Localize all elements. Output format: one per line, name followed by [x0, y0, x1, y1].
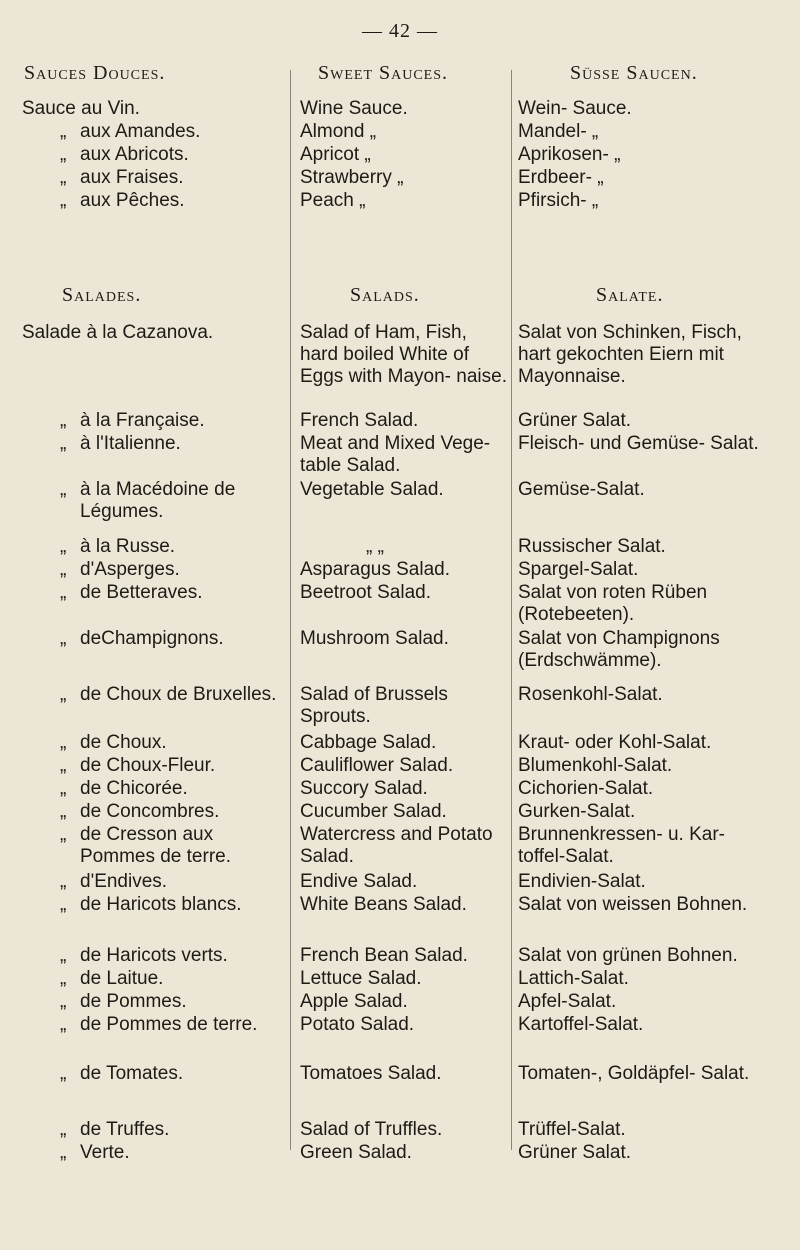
salad-french: de Concombres.: [80, 801, 220, 822]
ditto-mark: „: [60, 1119, 67, 1140]
salad-german: Cichorien-Salat.: [518, 778, 654, 799]
salad-german: Russischer Salat.: [518, 536, 666, 557]
salad-english: Beetroot Salad.: [300, 582, 431, 603]
salad-german: Salat von Schinken, Fisch, hart gekochten Eiern mit Mayonnaise.: [518, 322, 742, 387]
salad-english: Vegetable Salad.: [300, 479, 444, 500]
salad-english: Cauliflower Salad.: [300, 755, 454, 776]
ditto-mark: „: [60, 121, 67, 142]
salad-french: d'Asperges.: [80, 559, 180, 580]
sauce-english: Almond „: [300, 121, 377, 142]
ditto-mark: „: [60, 778, 67, 799]
salad-german: Apfel-Salat.: [518, 991, 617, 1012]
ditto-mark: „: [60, 755, 67, 776]
ditto-mark: „: [60, 190, 67, 211]
salad-french: à la Macédoine de Légumes.: [80, 479, 236, 522]
salad-german: Gurken-Salat.: [518, 801, 636, 822]
salad-german: Salat von grünen Bohnen.: [518, 945, 738, 966]
ditto-mark: „: [60, 410, 67, 431]
ditto-mark: „: [60, 433, 67, 454]
sauce-french: Sauce au Vin.: [22, 98, 140, 119]
salad-german: Kartoffel-Salat.: [518, 1014, 644, 1035]
salad-french: de Laitue.: [80, 968, 164, 989]
salad-french: de Haricots verts.: [80, 945, 228, 966]
salad-french: d'Endives.: [80, 871, 168, 892]
ditto-mark: „: [60, 732, 67, 753]
ditto-mark: „: [60, 144, 67, 165]
ditto-mark: „: [60, 684, 67, 705]
sauce-english: Wine Sauce.: [300, 98, 408, 119]
salad-english: Endive Salad.: [300, 871, 418, 892]
ditto-mark: „: [60, 1063, 67, 1084]
salad-german: Brunnenkressen- u. Kar- toffel-Salat.: [518, 824, 725, 867]
salad-english: Tomatoes Salad.: [300, 1063, 442, 1084]
salad-german: Salat von weissen Bohnen.: [518, 894, 748, 915]
page-number: — 42 —: [362, 20, 438, 42]
salad-english: Green Salad.: [300, 1142, 412, 1163]
salad-french: de Truffes.: [80, 1119, 170, 1140]
salad-french: de Betteraves.: [80, 582, 203, 603]
salad-english: Meat and Mixed Vege- table Salad.: [300, 433, 491, 476]
column-divider-right: [511, 70, 512, 1150]
ditto-mark: „: [60, 824, 67, 845]
salad-english: Mushroom Salad.: [300, 628, 449, 649]
salad-german: Kraut- oder Kohl-Salat.: [518, 732, 712, 753]
ditto-mark: „: [60, 945, 67, 966]
salad-english: Lettuce Salad.: [300, 968, 422, 989]
salad-german: Fleisch- und Gemüse- Salat.: [518, 433, 759, 454]
ditto-mark: „: [60, 167, 67, 188]
salad-english: French Salad.: [300, 410, 419, 431]
sauce-german: Wein- Sauce.: [518, 98, 632, 119]
ditto-mark: „: [60, 801, 67, 822]
ditto-mark: „: [60, 991, 67, 1012]
heading-sauces-german: Süsse Saucen.: [570, 62, 698, 84]
salad-english: Salad of Ham, Fish, hard boiled White of Eggs with Mayon- naise.: [300, 322, 507, 387]
salad-english: Asparagus Salad.: [300, 559, 450, 580]
ditto-mark: „: [60, 559, 67, 580]
salad-german: Blumenkohl-Salat.: [518, 755, 673, 776]
salad-french: à la Russe.: [80, 536, 176, 557]
salad-german: Salat von Champignons (Erdschwämme).: [518, 628, 720, 671]
sauce-english: Peach „: [300, 190, 366, 211]
sauce-french: aux Amandes.: [80, 121, 201, 142]
salad-german: Salat von roten Rüben (Rotebeeten).: [518, 582, 708, 625]
heading-salads-french: Salades.: [62, 284, 142, 306]
salad-french: deChampignons.: [80, 628, 224, 649]
sauce-french: aux Fraises.: [80, 167, 184, 188]
salad-english: „ „: [366, 536, 384, 557]
salad-german: Rosenkohl-Salat.: [518, 684, 663, 705]
salad-french: Verte.: [80, 1142, 130, 1163]
salad-german: Gemüse-Salat.: [518, 479, 645, 500]
heading-sauces-english: Sweet Sauces.: [318, 62, 449, 84]
ditto-mark: „: [60, 871, 67, 892]
salad-german: Trüffel-Salat.: [518, 1119, 626, 1140]
salad-english: French Bean Salad.: [300, 945, 468, 966]
heading-sauces-french: Sauces Douces.: [24, 62, 166, 84]
sauce-german: Pfirsich- „: [518, 190, 599, 211]
salad-german: Lattich-Salat.: [518, 968, 629, 989]
sauce-french: aux Pêches.: [80, 190, 185, 211]
salad-german: Spargel-Salat.: [518, 559, 639, 580]
ditto-mark: „: [60, 628, 67, 649]
salad-german: Tomaten-, Goldäpfel- Salat.: [518, 1063, 750, 1084]
salad-french: de Choux.: [80, 732, 167, 753]
salad-english: Cabbage Salad.: [300, 732, 437, 753]
salad-french: de Choux de Bruxelles.: [80, 684, 277, 705]
salad-french: Salade à la Cazanova.: [22, 322, 214, 343]
heading-salads-german: Salate.: [596, 284, 664, 306]
salad-english: Cucumber Salad.: [300, 801, 447, 822]
sauce-english: Apricot „: [300, 144, 371, 165]
salad-english: Salad of Truffles.: [300, 1119, 443, 1140]
sauce-german: Aprikosen- „: [518, 144, 621, 165]
sauce-german: Erdbeer- „: [518, 167, 604, 188]
salad-english: Watercress and Potato Salad.: [300, 824, 493, 867]
salad-german: Endivien-Salat.: [518, 871, 646, 892]
sauce-french: aux Abricots.: [80, 144, 189, 165]
column-divider-left: [290, 70, 291, 1150]
ditto-mark: „: [60, 1142, 67, 1163]
salad-german: Grüner Salat.: [518, 1142, 631, 1163]
ditto-mark: „: [60, 894, 67, 915]
salad-french: de Chicorée.: [80, 778, 188, 799]
salad-french: de Tomates.: [80, 1063, 184, 1084]
salad-french: de Pommes.: [80, 991, 187, 1012]
ditto-mark: „: [60, 968, 67, 989]
salad-english: Succory Salad.: [300, 778, 428, 799]
salad-english: Potato Salad.: [300, 1014, 415, 1035]
salad-french: de Haricots blancs.: [80, 894, 242, 915]
salad-german: Grüner Salat.: [518, 410, 631, 431]
salad-french: de Pommes de terre.: [80, 1014, 258, 1035]
ditto-mark: „: [60, 536, 67, 557]
sauce-german: Mandel- „: [518, 121, 599, 142]
ditto-mark: „: [60, 582, 67, 603]
salad-english: Apple Salad.: [300, 991, 408, 1012]
ditto-mark: „: [60, 479, 67, 500]
salad-french: de Cresson aux Pommes de terre.: [80, 824, 231, 867]
sauce-english: Strawberry „: [300, 167, 404, 188]
salad-french: de Choux-Fleur.: [80, 755, 216, 776]
salad-english: White Beans Salad.: [300, 894, 467, 915]
heading-salads-english: Salads.: [350, 284, 420, 306]
salad-french: à l'Italienne.: [80, 433, 181, 454]
salad-english: Salad of Brussels Sprouts.: [300, 684, 448, 727]
ditto-mark: „: [60, 1014, 67, 1035]
salad-french: à la Française.: [80, 410, 205, 431]
